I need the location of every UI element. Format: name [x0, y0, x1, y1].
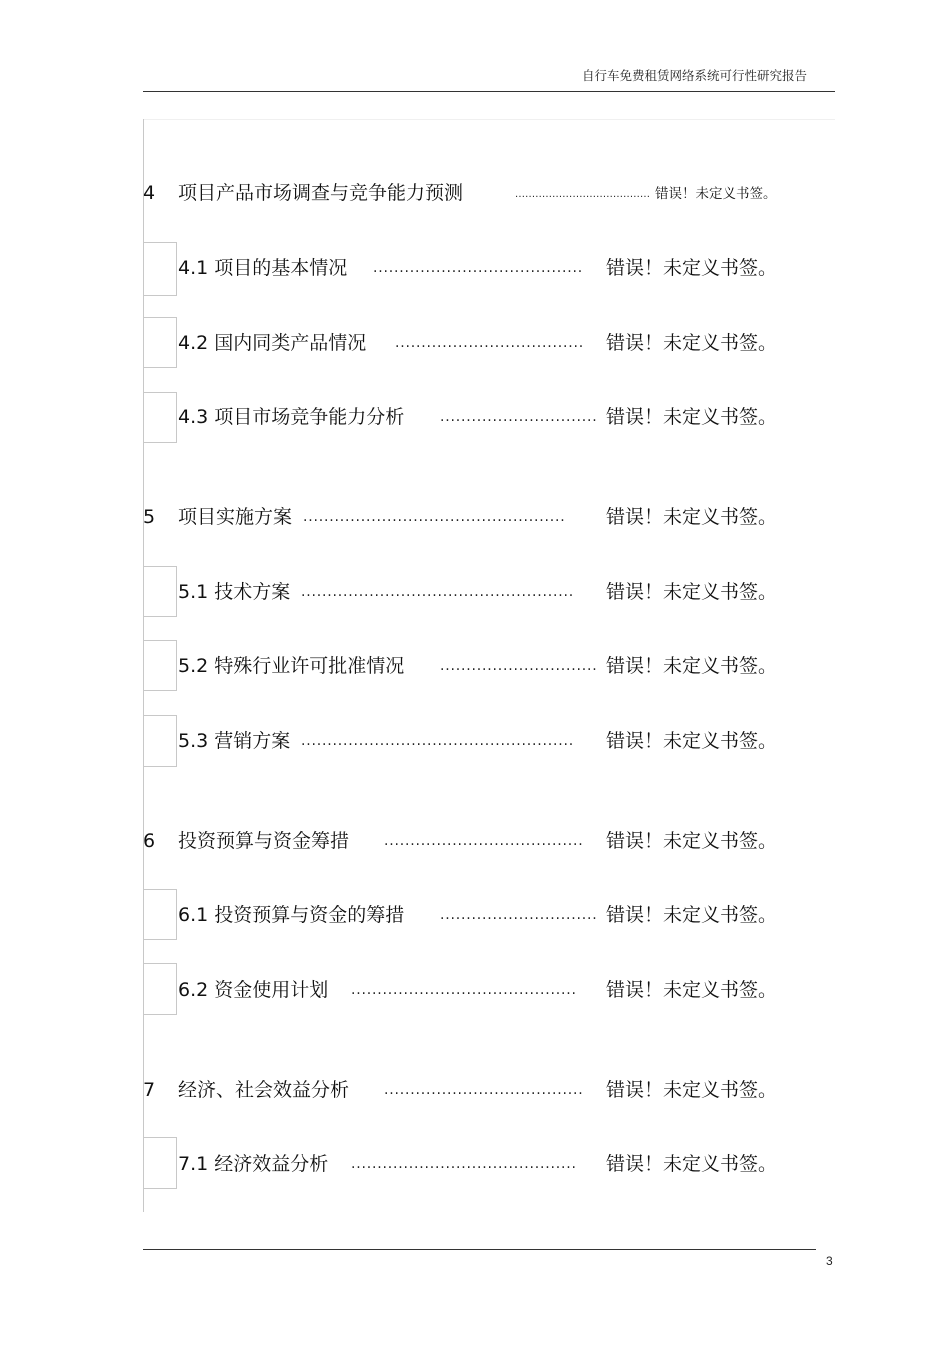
toc-entry-title: 经济、社会效益分析	[178, 1079, 350, 1101]
toc-entry-title: 6.1 投资预算与资金的筹措	[178, 904, 405, 926]
toc-entry-title: 4.2 国内同类产品情况	[178, 332, 367, 354]
toc-section-number: 6	[143, 830, 156, 852]
content-top-rule	[143, 119, 835, 120]
toc-leader-dots: ....................................................	[301, 584, 575, 600]
toc-leader-dots: ......................................	[384, 833, 584, 849]
gutter-marker	[143, 566, 177, 617]
gutter-marker	[143, 715, 177, 767]
gutter-marker	[143, 317, 177, 368]
toc-entry-title: 项目产品市场调查与竞争能力预测	[178, 182, 464, 204]
toc-leader-dots: ....................................................	[301, 733, 575, 749]
gutter-marker	[143, 392, 177, 443]
toc-page-reference: 错误！未定义书签。	[606, 830, 778, 852]
toc-entry-title: 5.2 特殊行业许可批准情况	[178, 655, 405, 677]
toc-entry-title: 4.3 项目市场竞争能力分析	[178, 406, 405, 428]
gutter-marker	[143, 1137, 177, 1189]
toc-page-reference: 错误！未定义书签。	[606, 904, 778, 926]
toc-leader-dots: ........................................	[373, 260, 584, 276]
toc-page-reference: 错误！未定义书签。	[606, 506, 778, 528]
header-rule	[143, 91, 835, 92]
toc-section-number: 5	[143, 506, 156, 528]
toc-leader-dots: ......................................	[384, 1082, 584, 1098]
toc-page-reference: 错误！未定义书签。	[606, 406, 778, 428]
toc-page-reference: 错误！未定义书签。	[606, 1153, 778, 1175]
toc-section-number: 4	[143, 182, 156, 204]
toc-page-reference: 错误！未定义书签。	[606, 979, 778, 1001]
toc-page-reference: 错误！未定义书签。	[606, 655, 778, 677]
toc-leader-dots: ........................................	[515, 189, 651, 200]
toc-entry-title: 5.3 营销方案	[178, 730, 291, 752]
toc-leader-dots: ..............................	[440, 658, 598, 674]
page-number: 3	[826, 1254, 833, 1268]
toc-page-reference: 错误！未定义书签。	[606, 332, 778, 354]
toc-section-number: 7	[143, 1079, 156, 1101]
gutter-marker	[143, 242, 177, 296]
toc-entry-title: 7.1 经济效益分析	[178, 1153, 329, 1175]
footer-rule	[143, 1249, 816, 1250]
toc-leader-dots: ..............................	[440, 409, 598, 425]
toc-leader-dots: ..............................	[440, 907, 598, 923]
gutter-marker	[143, 963, 177, 1015]
toc-page-reference: 错误！未定义书签。	[655, 186, 777, 202]
toc-leader-dots: ...........................................	[351, 982, 577, 998]
toc-page-reference: 错误！未定义书签。	[606, 581, 778, 603]
toc-leader-dots: ..................................................	[303, 509, 566, 525]
running-header-title: 自行车免费租赁网络系统可行性研究报告	[581, 68, 807, 83]
toc-entry-title: 投资预算与资金筹措	[178, 830, 350, 852]
toc-entry-title: 项目实施方案	[178, 506, 293, 528]
toc-page-reference: 错误！未定义书签。	[606, 730, 778, 752]
toc-entry-title: 5.1 技术方案	[178, 581, 291, 603]
toc-entry-title: 6.2 资金使用计划	[178, 979, 329, 1001]
toc-entry-title: 4.1 项目的基本情况	[178, 257, 348, 279]
toc-page-reference: 错误！未定义书签。	[606, 1079, 778, 1101]
gutter-marker	[143, 640, 177, 691]
toc-leader-dots: ....................................	[395, 335, 585, 351]
gutter-marker	[143, 889, 177, 940]
toc-leader-dots: ...........................................	[351, 1156, 577, 1172]
toc-page-reference: 错误！未定义书签。	[606, 257, 778, 279]
